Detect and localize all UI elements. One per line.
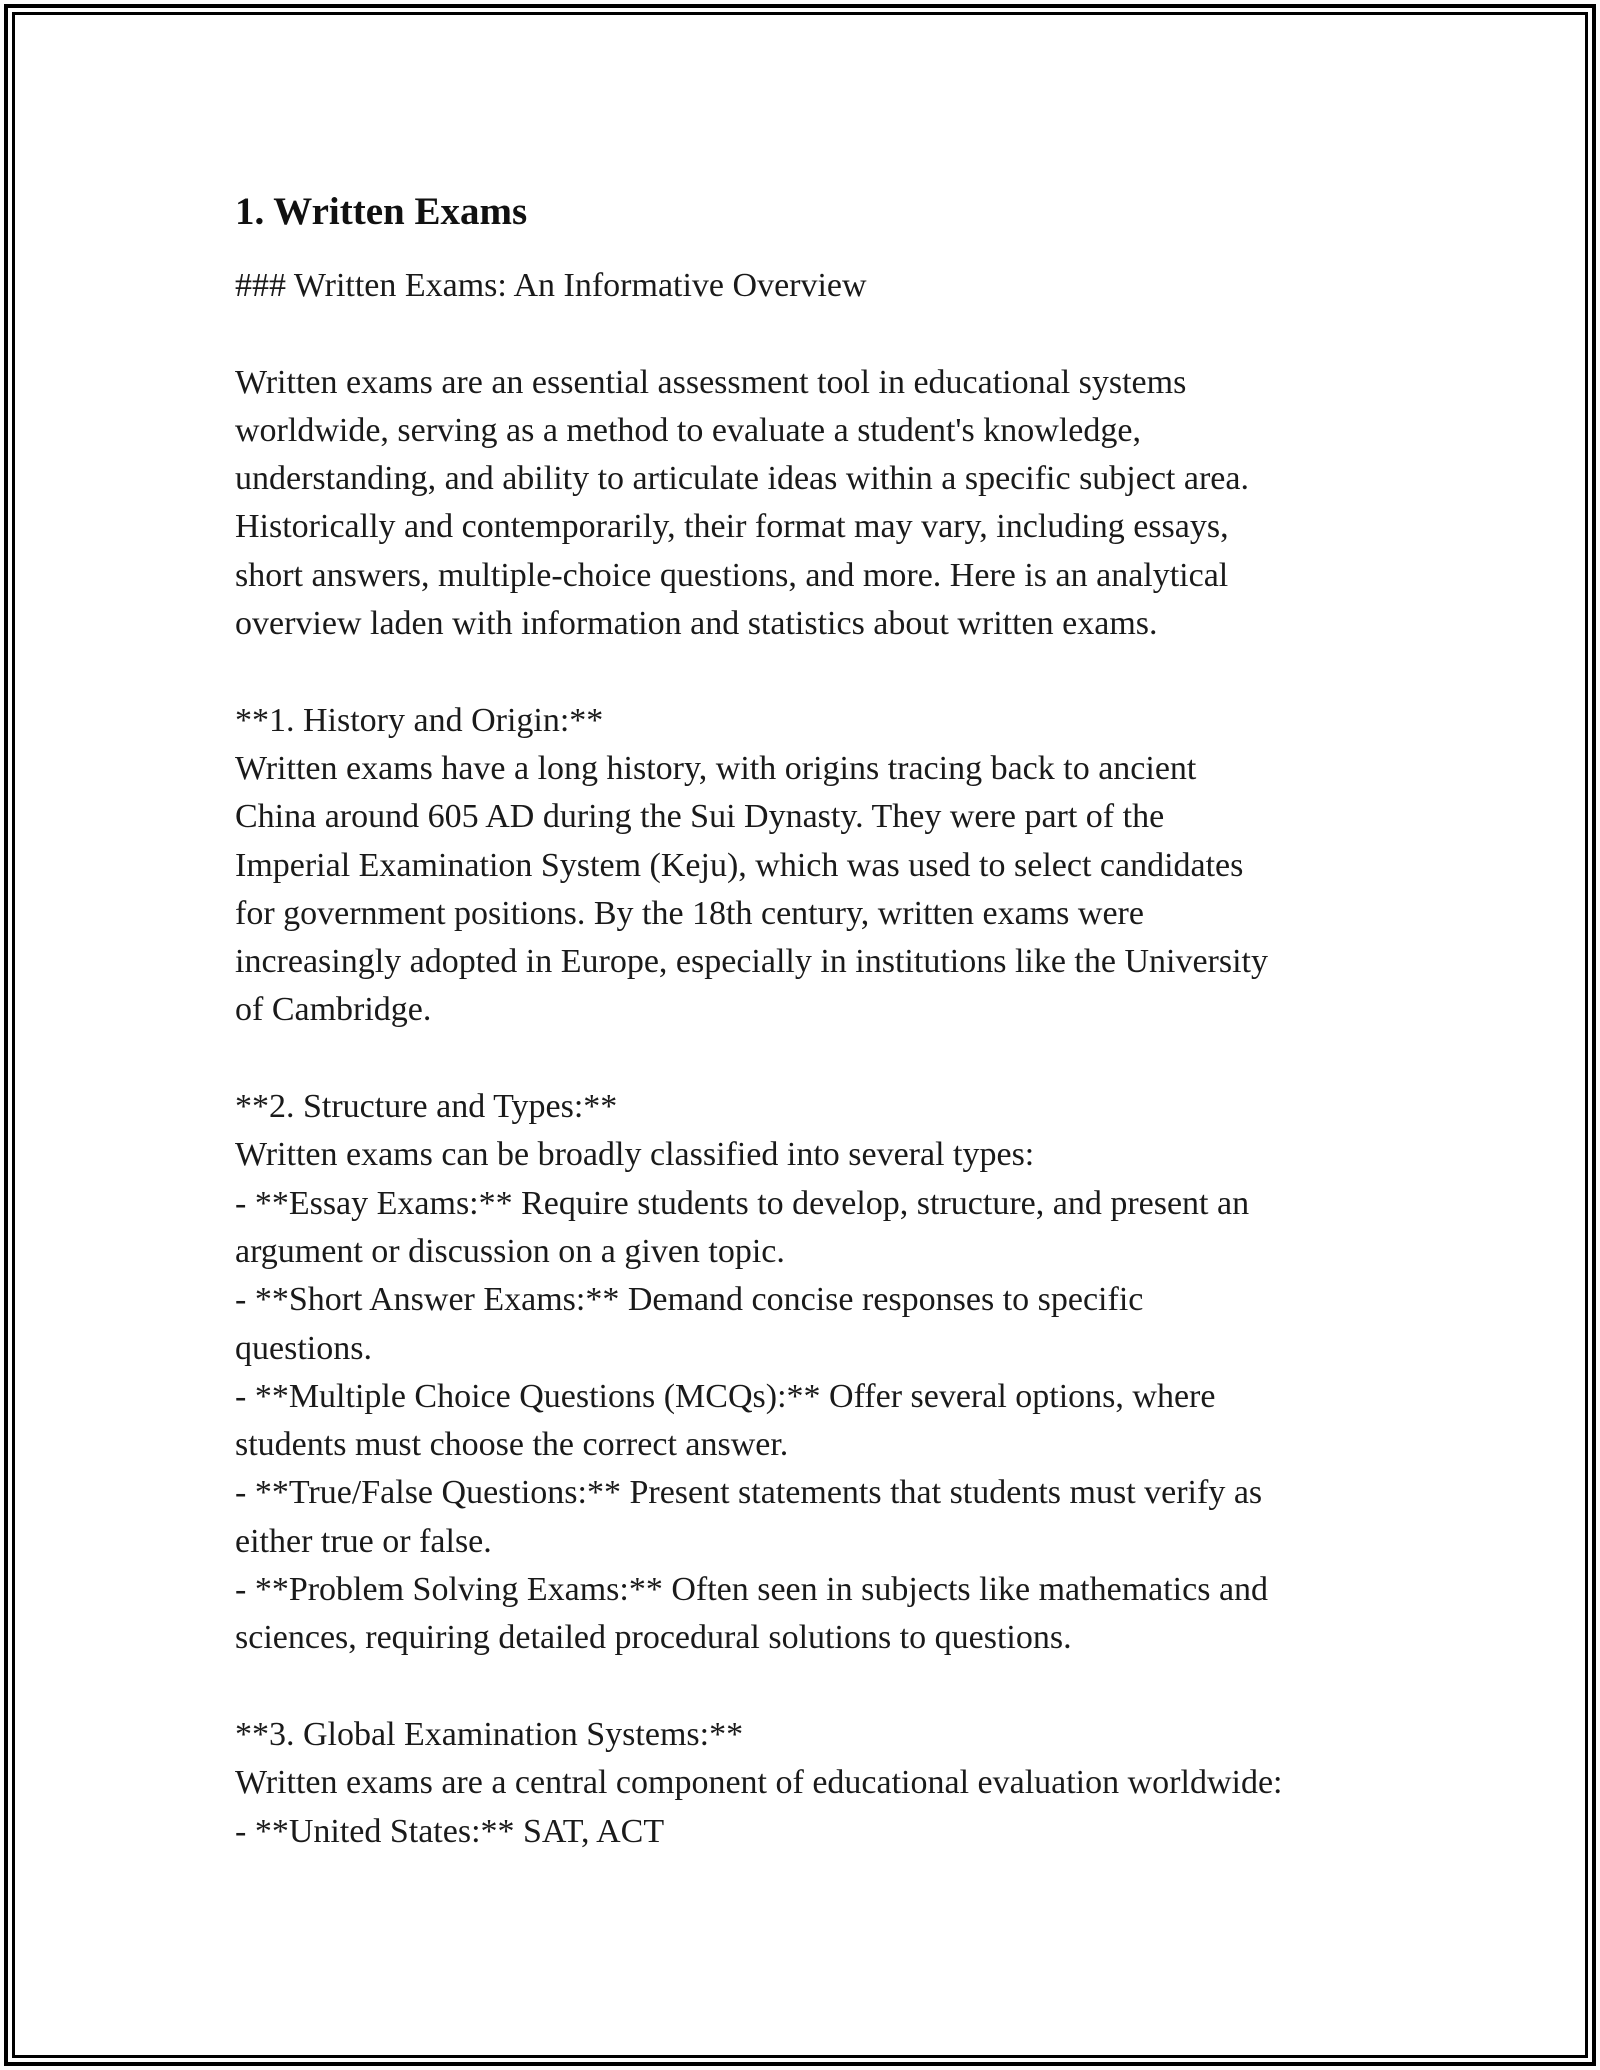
text-line: students must choose the correct answer. — [235, 1426, 789, 1464]
text-line: Written exams can be broadly classified into several types: — [235, 1136, 1035, 1174]
text-line: Written exams have a long history, with origins tracing back to ancient — [235, 749, 1197, 787]
text-line: - **True/False Questions:** Present statements that students must verify as — [235, 1474, 1263, 1512]
text-line: **3. Global Examination Systems:** — [235, 1715, 744, 1753]
text-line: - **Short Answer Exams:** Demand concise responses to specific — [235, 1281, 1144, 1319]
text-line — [235, 1663, 1395, 1711]
text-line: Written exams are an essential assessment tool in educational systems — [235, 363, 1187, 401]
text-line — [235, 1035, 1395, 1083]
text-line: argument or discussion on a given topic. — [235, 1232, 785, 1270]
text-line: worldwide, serving as a method to evaluate a student's knowledge, — [235, 411, 1141, 449]
text-line: **2. Structure and Types:** — [235, 1088, 618, 1126]
text-line: questions. — [235, 1329, 372, 1367]
text-line: - **United States:** SAT, ACT — [235, 1812, 665, 1850]
text-line: Imperial Examination System (Keju), which was used to select candidates — [235, 846, 1244, 884]
text-line: - **Multiple Choice Questions (MCQs):** Offer several options, where — [235, 1377, 1216, 1415]
text-line: China around 605 AD during the Sui Dynasty. They were part of the — [235, 798, 1165, 836]
text-line: overview laden with information and statistics about written exams. — [235, 605, 1158, 643]
text-line: - **Problem Solving Exams:** Often seen in subjects like mathematics and — [235, 1571, 1269, 1609]
text-line: Historically and contemporarily, their format may vary, including essays, — [235, 508, 1229, 546]
text-line: short answers, multiple-choice questions, and more. Here is an analytical — [235, 556, 1229, 594]
text-line: of Cambridge. — [235, 991, 432, 1029]
text-line — [235, 648, 1395, 696]
text-line — [235, 310, 1395, 358]
text-line: either true or false. — [235, 1522, 492, 1560]
document-body — [235, 262, 1395, 1856]
text-line: - **Essay Exams:** Require students to develop, structure, and present an — [235, 1184, 1250, 1222]
text-line: **1. History and Origin:** — [235, 701, 604, 739]
text-line: sciences, requiring detailed procedural solutions to questions. — [235, 1619, 1072, 1657]
text-line: understanding, and ability to articulate ideas within a specific subject area. — [235, 460, 1249, 498]
text-line: for government positions. By the 18th century, written exams were — [235, 894, 1144, 932]
document-content — [235, 186, 1395, 1856]
document-heading: 1. Written Exams — [235, 190, 528, 233]
text-line: increasingly adopted in Europe, especially in institutions like the University — [235, 943, 1268, 981]
text-line: Written exams are a central component of educational evaluation worldwide: — [235, 1764, 1283, 1802]
text-line: ### Written Exams: An Informative Overview — [235, 267, 867, 304]
